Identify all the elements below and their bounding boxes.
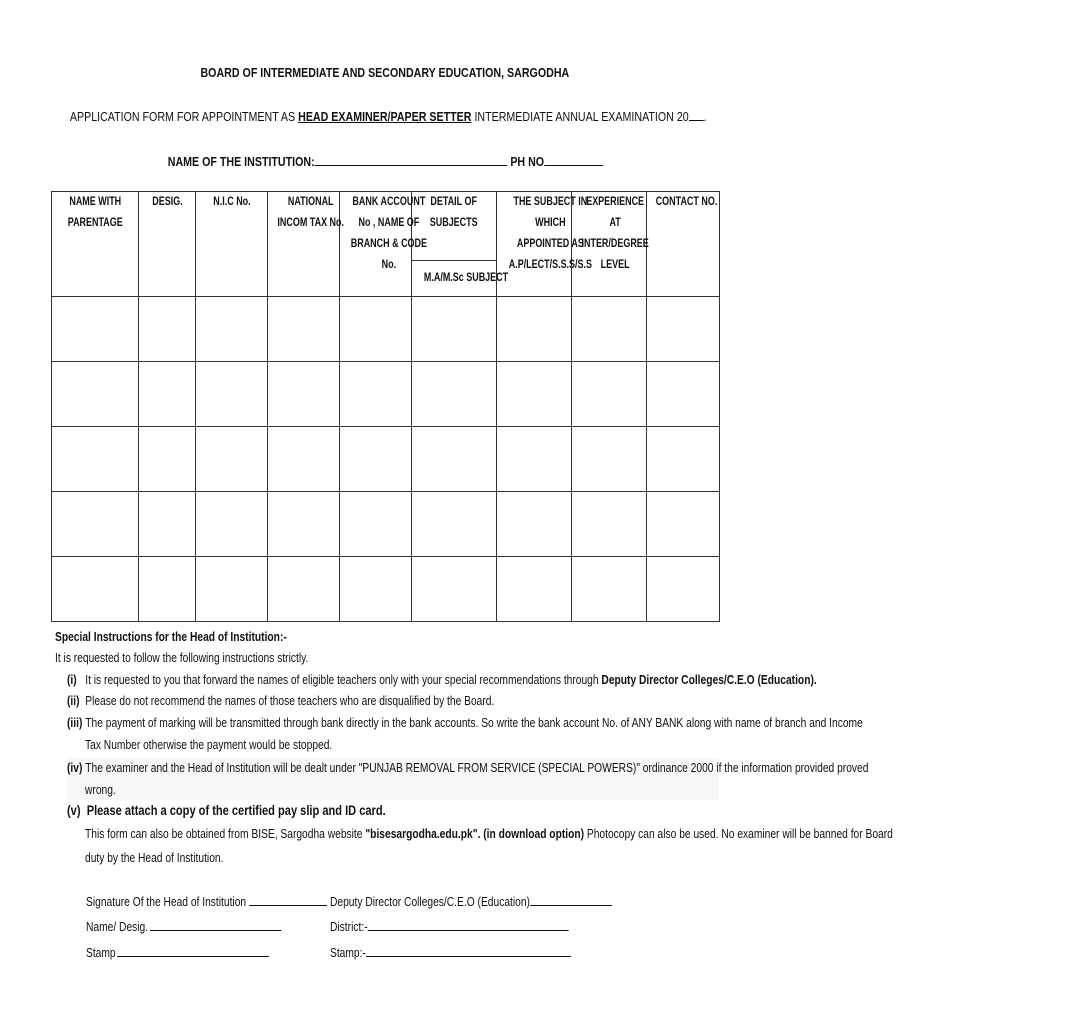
app-prefix: APPLICATION FORM FOR APPOINTMENT AS bbox=[69, 109, 296, 124]
col-experience-header: EXPERIENCE AT INTER/DEGREE LEVEL bbox=[572, 192, 647, 297]
cell-subjects[interactable] bbox=[412, 427, 497, 492]
cell-name[interactable] bbox=[52, 557, 139, 622]
col-bank-header: BANK ACCOUNT No , NAME OF BRANCH & CODE No. bbox=[340, 192, 412, 297]
district-line: District:- bbox=[330, 918, 621, 934]
stamp-right-field[interactable] bbox=[366, 944, 571, 957]
table-header-row bbox=[52, 192, 720, 297]
cell-ntn[interactable] bbox=[268, 427, 340, 492]
board-title: BOARD OF INTERMEDIATE AND SECONDARY EDUCATION, SARGODHA bbox=[200, 65, 570, 80]
instruction-item-iii: (iii) The payment of marking will be transmitted through bank directly in the bank accounts. So write the bank account No. of ANY BANK along with name of branch and Income bbox=[67, 716, 863, 730]
cell-bank[interactable] bbox=[340, 297, 412, 362]
app-role: HEAD EXAMINER/PAPER SETTER bbox=[298, 109, 472, 124]
cell-subjects[interactable] bbox=[412, 557, 497, 622]
cell-appointed[interactable] bbox=[497, 557, 572, 622]
cell-nic[interactable] bbox=[196, 362, 268, 427]
cell-experience[interactable] bbox=[572, 427, 647, 492]
name-desig-line: Name/ Desig. bbox=[86, 918, 324, 934]
instruction-item-i: (i) It is requested to you that forward the names of eligible teachers only with your special recommendations through Deputy Director Colleges/C.E.O (Education). bbox=[67, 673, 817, 687]
stamp-left-field[interactable] bbox=[117, 944, 269, 957]
deputy-director-line: Deputy Director Colleges/C.E.O (Education) bbox=[330, 893, 674, 909]
cell-nic[interactable] bbox=[196, 557, 268, 622]
cell-ntn[interactable] bbox=[268, 557, 340, 622]
col-nic-header: N.I.C No. bbox=[196, 192, 268, 297]
cell-bank[interactable] bbox=[340, 362, 412, 427]
cell-name[interactable] bbox=[52, 362, 139, 427]
cell-desig[interactable] bbox=[139, 297, 196, 362]
col-desig-header: DESIG. bbox=[139, 192, 196, 297]
stamp-right-line: Stamp:- bbox=[330, 944, 624, 960]
year-blank[interactable] bbox=[689, 108, 704, 121]
cell-ntn[interactable] bbox=[268, 297, 340, 362]
app-suffix: INTERMEDIATE ANNUAL EXAMINATION 20 bbox=[474, 109, 689, 124]
name-desig-field[interactable] bbox=[150, 918, 281, 931]
col-ntn-header: NATIONAL INCOM TAX No. bbox=[268, 192, 340, 297]
table-row bbox=[52, 492, 720, 557]
instruction-item-iii-cont: Tax Number otherwise the payment would be stopped. bbox=[85, 738, 333, 752]
cell-desig[interactable] bbox=[139, 557, 196, 622]
head-signature-field[interactable] bbox=[249, 893, 327, 906]
cell-appointed[interactable] bbox=[497, 427, 572, 492]
instruction-item-iv: (iv) The examiner and the Head of Institution will be dealt under "PUNJAB REMOVAL FROM SERVICE (SPECIAL POWERS)" ordinance 2000 if the information provided proved wrong. bbox=[67, 758, 719, 800]
application-title: APPLICATION FORM FOR APPOINTMENT AS HEAD EXAMINER/PAPER SETTER INTERMEDIATE ANNUAL EXAMINATION 20 . bbox=[69, 109, 707, 124]
cell-name[interactable] bbox=[52, 492, 139, 557]
instruction-note: This form can also be obtained from BISE, Sargodha website "bisesargodha.edu.pk". (in download option) Photocopy can also be used. No examiner will be banned for Board bbox=[85, 827, 893, 841]
institution-field[interactable] bbox=[314, 153, 507, 166]
table-row bbox=[52, 362, 720, 427]
cell-contact[interactable] bbox=[647, 362, 720, 427]
cell-contact[interactable] bbox=[647, 492, 720, 557]
cell-experience[interactable] bbox=[572, 557, 647, 622]
cell-name[interactable] bbox=[52, 427, 139, 492]
cell-contact[interactable] bbox=[647, 427, 720, 492]
head-signature-line: Signature Of the Head of Institution bbox=[86, 893, 380, 909]
phone-field[interactable] bbox=[544, 153, 603, 166]
phone-label: PH NO bbox=[509, 154, 544, 169]
table-row bbox=[52, 427, 720, 492]
cell-experience[interactable] bbox=[572, 362, 647, 427]
instruction-note-cont: duty by the Head of Institution. bbox=[85, 851, 224, 865]
cell-bank[interactable] bbox=[340, 427, 412, 492]
institution-line bbox=[0, 153, 770, 169]
cell-nic[interactable] bbox=[196, 492, 268, 557]
cell-desig[interactable] bbox=[139, 492, 196, 557]
cell-experience[interactable] bbox=[572, 297, 647, 362]
cell-nic[interactable] bbox=[196, 297, 268, 362]
cell-contact[interactable] bbox=[647, 557, 720, 622]
stamp-left-line: Stamp bbox=[86, 944, 309, 960]
col-name-header: NAME WITH PARENTAGE bbox=[52, 192, 139, 297]
table-row bbox=[52, 557, 720, 622]
instructions-intro: It is requested to follow the following instructions strictly. bbox=[55, 651, 309, 665]
cell-subjects[interactable] bbox=[412, 492, 497, 557]
institution-label: NAME OF THE INSTITUTION: bbox=[167, 154, 315, 169]
cell-subjects[interactable] bbox=[412, 297, 497, 362]
instruction-item-ii: (ii) Please do not recommend the names of those teachers who are disqualified by the Board. bbox=[67, 694, 495, 708]
cell-ntn[interactable] bbox=[268, 362, 340, 427]
instructions-heading: Special Instructions for the Head of Institution:- bbox=[55, 630, 287, 644]
cell-bank[interactable] bbox=[340, 492, 412, 557]
table-row bbox=[52, 297, 720, 362]
col-subjects-subheader: M.A/M.Sc SUBJECT bbox=[423, 272, 509, 284]
cell-appointed[interactable] bbox=[497, 362, 572, 427]
district-field[interactable] bbox=[368, 918, 569, 931]
cell-contact[interactable] bbox=[647, 297, 720, 362]
cell-appointed[interactable] bbox=[497, 492, 572, 557]
col-subjects-header: DETAIL OF SUBJECTS M.A/M.Sc SUBJECT bbox=[412, 192, 497, 297]
cell-desig[interactable] bbox=[139, 362, 196, 427]
cell-name[interactable] bbox=[52, 297, 139, 362]
cell-nic[interactable] bbox=[196, 427, 268, 492]
cell-subjects[interactable] bbox=[412, 362, 497, 427]
deputy-director-field[interactable] bbox=[530, 893, 612, 906]
application-table bbox=[51, 191, 720, 622]
instruction-item-v: (v) Please attach a copy of the certified pay slip and ID card. bbox=[67, 803, 386, 818]
col-appointed-header: THE SUBJECT IN WHICH APPOINTED AS A.P/LECT/S.S.S/S.S bbox=[497, 192, 572, 297]
cell-experience[interactable] bbox=[572, 492, 647, 557]
cell-ntn[interactable] bbox=[268, 492, 340, 557]
col-contact-header: CONTACT NO. bbox=[647, 192, 720, 297]
cell-appointed[interactable] bbox=[497, 297, 572, 362]
cell-bank[interactable] bbox=[340, 557, 412, 622]
cell-desig[interactable] bbox=[139, 427, 196, 492]
